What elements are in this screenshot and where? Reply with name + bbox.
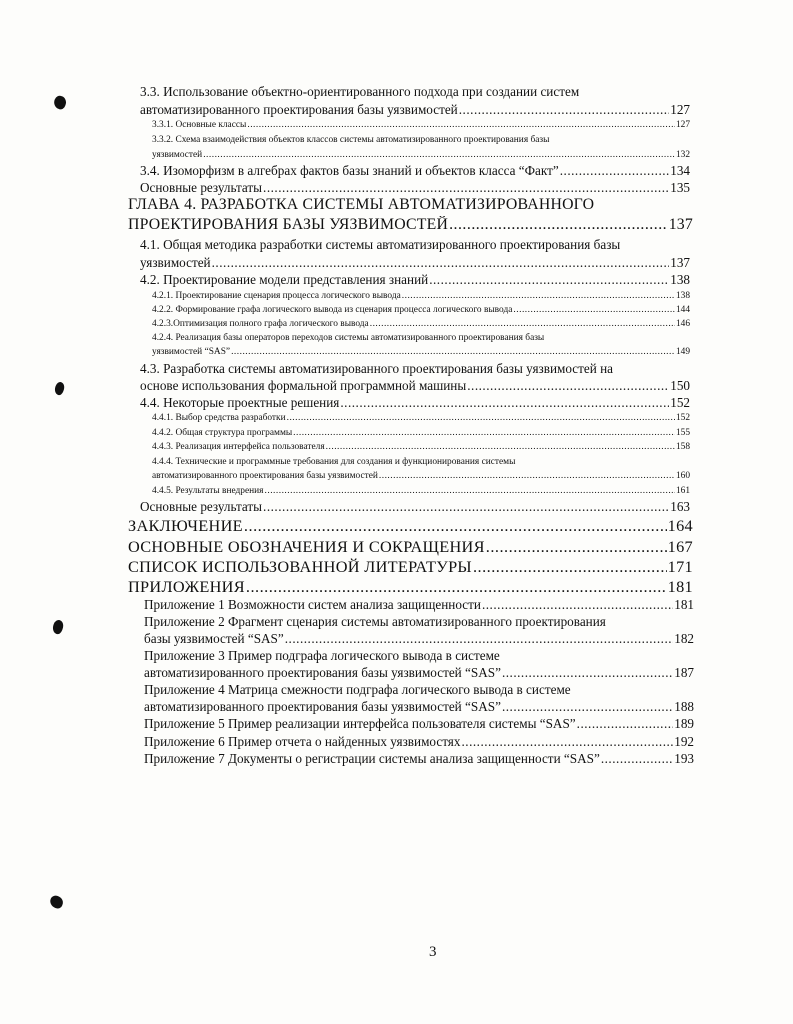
dot-leader (577, 716, 674, 732)
dot-leader (429, 272, 669, 288)
toc-entry-title: ЗАКЛЮЧЕНИЕ (128, 516, 243, 535)
toc-appendix-2-line1: Приложение 2 Фрагмент сценария системы автоматизированного проектирования (144, 614, 606, 629)
toc-entry-page: 182 (674, 631, 694, 646)
dot-leader (370, 319, 675, 329)
toc-entry-title: Приложение 7 Документы о регистрации системы анализа защищенности “SAS” (144, 751, 600, 766)
toc-entry-title: основе использования формальной программной машины (140, 378, 467, 393)
toc-appendix-3-line1: Приложение 3 Пример подграфа логического вывода в системе (144, 648, 500, 663)
toc-entry-page: 138 (670, 272, 690, 287)
toc-entry-page: 137 (670, 255, 690, 270)
dot-leader (265, 486, 675, 496)
toc-entry-title: уязвимостей (152, 150, 203, 160)
toc-entry-title: автоматизированного проектирования базы уязвимостей (140, 102, 458, 117)
dot-leader (467, 378, 669, 394)
toc-entry-4-1[interactable] (140, 255, 690, 271)
toc-entry-page: 193 (674, 751, 694, 766)
dot-leader (244, 516, 667, 536)
dot-leader (482, 597, 673, 613)
toc-entry-title: 4.2. Проектирование модели представления знаний (140, 272, 429, 287)
dot-leader (502, 699, 673, 715)
toc-entry-3-3-1[interactable] (152, 120, 690, 130)
toc-entry-page: 149 (675, 347, 690, 357)
toc-entry-page: 152 (670, 395, 690, 410)
toc-entry-3-3[interactable] (140, 102, 690, 118)
toc-entry-ch3-results[interactable] (140, 180, 690, 196)
dot-leader (263, 499, 669, 515)
dot-leader (247, 120, 675, 130)
toc-appendix-3[interactable] (144, 665, 694, 681)
toc-entry-title: 4.2.1. Проектирование сценария процесса логического вывода (152, 291, 401, 301)
toc-entry-3-3-2-line1: 3.3.2. Схема взаимодействия объектов классов системы автоматизированного проектирования базы (152, 135, 550, 145)
toc-appendix-2[interactable] (144, 631, 694, 647)
toc-entry-4-2-1[interactable] (152, 291, 690, 301)
toc-entry-4-2[interactable] (140, 272, 690, 288)
toc-appendices[interactable] (128, 577, 693, 597)
toc-entry-title: 4.4. Некоторые проектные решения (140, 395, 340, 410)
dot-leader (340, 395, 669, 411)
toc-entry-page: 144 (675, 305, 690, 315)
toc-entry-4-2-4[interactable] (152, 347, 690, 357)
toc-entry-page: 155 (675, 428, 690, 438)
dot-leader (285, 631, 673, 647)
toc-appendix-4-line1: Приложение 4 Матрица смежности подграфа логического вывода в системе (144, 682, 571, 697)
toc-entry-title: Приложение 6 Пример отчета о найденных уязвимостях (144, 734, 461, 749)
toc-entry-title: базы уязвимостей “SAS” (144, 631, 284, 646)
toc-conclusion[interactable] (128, 516, 693, 536)
toc-appendix-6[interactable] (144, 734, 694, 750)
toc-entry-page: 188 (674, 699, 694, 714)
toc-chapter-4-line1: ГЛАВА 4. РАЗРАБОТКА СИСТЕМЫ АВТОМАТИЗИРОВАННОГО (128, 196, 595, 213)
toc-entry-title: Основные результаты (140, 499, 263, 514)
toc-entry-4-3-line1: 4.3. Разработка системы автоматизированного проектирования базы уязвимостей на (140, 361, 614, 376)
toc-entry-page: 164 (667, 516, 693, 535)
dot-leader (560, 163, 670, 179)
toc-entry-title: автоматизированного проектирования базы уязвимостей “SAS” (144, 665, 501, 680)
toc-entry-page: 134 (670, 163, 690, 178)
dot-leader (379, 471, 675, 481)
toc-entry-title: 3.3.1. Основные классы (152, 120, 247, 130)
toc-entry-3-3-line1: 3.3. Использование объектно-ориентированного подхода при создании систем (140, 84, 580, 99)
dot-leader (326, 442, 675, 452)
toc-entry-title: 4.2.3.Оптимизация полного графа логического вывода (152, 319, 369, 329)
toc-chapter-4[interactable] (128, 216, 693, 234)
toc-entry-4-4[interactable] (140, 395, 690, 411)
dot-leader (601, 751, 673, 767)
toc-entry-title: 3.4. Изоморфизм в алгебрах фактов базы знаний и объектов класса “Факт” (140, 163, 559, 178)
dot-leader (203, 150, 675, 160)
toc-entry-page: 127 (675, 120, 690, 130)
toc-entry-title: 4.4.3. Реализация интерфейса пользователя (152, 442, 325, 452)
toc-entry-page: 181 (674, 597, 694, 612)
toc-entry-title: Приложение 1 Возможности систем анализа защищенности (144, 597, 481, 612)
toc-references[interactable] (128, 557, 693, 577)
dot-leader (486, 537, 667, 557)
toc-entry-title: ПРОЕКТИРОВАНИЯ БАЗЫ УЯЗВИМОСТЕЙ (128, 216, 449, 233)
toc-entry-ch4-results[interactable] (140, 499, 690, 515)
toc-appendix-4[interactable] (144, 699, 694, 715)
toc-appendix-5[interactable] (144, 716, 694, 732)
toc-entry-4-3[interactable] (140, 378, 690, 394)
toc-entry-4-4-5[interactable] (152, 486, 690, 496)
toc-entry-title: Приложение 5 Пример реализации интерфейса пользователя системы “SAS” (144, 716, 576, 731)
toc-entry-page: 161 (675, 486, 690, 496)
toc-entry-page: 138 (675, 291, 690, 301)
toc-entry-3-4[interactable] (140, 163, 690, 179)
toc-abbreviations[interactable] (128, 537, 693, 557)
toc-entry-title: 4.4.2. Общая структура программы (152, 428, 293, 438)
dot-leader (461, 734, 673, 750)
toc-entry-page: 187 (674, 665, 694, 680)
dot-leader (231, 347, 675, 357)
toc-entry-4-4-4[interactable] (152, 471, 690, 481)
toc-entry-3-3-2[interactable] (152, 150, 690, 160)
toc-entry-title: 4.4.1. Выбор средства разработки (152, 413, 286, 423)
toc-entry-4-2-4-line1: 4.2.4. Реализация базы операторов переходов системы автоматизированного проектирования базы (152, 333, 545, 343)
toc-entry-title: уязвимостей (140, 255, 211, 270)
toc-entry-4-4-2[interactable] (152, 428, 690, 438)
toc-appendix-1[interactable] (144, 597, 694, 613)
dot-leader (459, 102, 669, 118)
toc-entry-page: 167 (667, 537, 693, 556)
toc-entry-page: 189 (674, 716, 694, 731)
page-number: 3 (429, 944, 437, 960)
dot-leader (287, 413, 675, 423)
toc-entry-page: 152 (675, 413, 690, 423)
toc-entry-page: 150 (670, 378, 690, 393)
dot-leader (212, 255, 670, 271)
dot-leader (502, 665, 673, 681)
toc-entry-page: 160 (675, 471, 690, 481)
toc-entry-title: Основные результаты (140, 180, 263, 195)
toc-entry-page: 192 (674, 734, 694, 749)
toc-entry-4-4-3[interactable] (152, 442, 690, 452)
toc-entry-page: 163 (670, 499, 690, 514)
toc-entry-title: автоматизированного проектирования базы уязвимостей (152, 471, 378, 481)
toc-entry-title: уязвимостей “SAS” (152, 347, 231, 357)
toc-entry-page: 132 (675, 150, 690, 160)
dot-leader (513, 305, 675, 315)
toc-entry-page: 158 (675, 442, 690, 452)
toc-entry-title: ОСНОВНЫЕ ОБОЗНАЧЕНИЯ И СОКРАЩЕНИЯ (128, 537, 485, 556)
dot-leader (246, 577, 667, 597)
toc-entry-4-4-1[interactable] (152, 413, 690, 423)
toc-entry-page: 171 (667, 557, 693, 576)
toc-entry-page: 146 (675, 319, 690, 329)
toc-entry-title: 4.4.5. Результаты внедрения (152, 486, 264, 496)
toc-entry-4-1-line1: 4.1. Общая методика разработки системы автоматизированного проектирования базы (140, 237, 621, 252)
toc-entry-title: ПРИЛОЖЕНИЯ (128, 577, 245, 596)
toc-appendix-7[interactable] (144, 751, 694, 767)
toc-entry-4-2-2[interactable] (152, 305, 690, 315)
toc-entry-page: 135 (670, 180, 690, 195)
toc-entry-title: 4.2.2. Формирование графа логического вывода из сценария процесса логического вывода (152, 305, 513, 315)
toc-entry-4-4-4-line1: 4.4.4. Технические и программные требования для создания и функционирования системы (152, 457, 516, 467)
dot-leader (449, 216, 668, 234)
dot-leader (293, 428, 675, 438)
toc-entry-page: 127 (670, 102, 690, 117)
dot-leader (402, 291, 675, 301)
dot-leader (263, 180, 669, 196)
toc-entry-4-2-3[interactable] (152, 319, 690, 329)
toc-entry-page: 137 (668, 216, 693, 233)
toc-entry-title: автоматизированного проектирования базы уязвимостей “SAS” (144, 699, 501, 714)
toc-entry-page: 181 (667, 577, 693, 596)
toc-entry-title: СПИСОК ИСПОЛЬЗОВАННОЙ ЛИТЕРАТУРЫ (128, 557, 472, 576)
dot-leader (473, 557, 667, 577)
